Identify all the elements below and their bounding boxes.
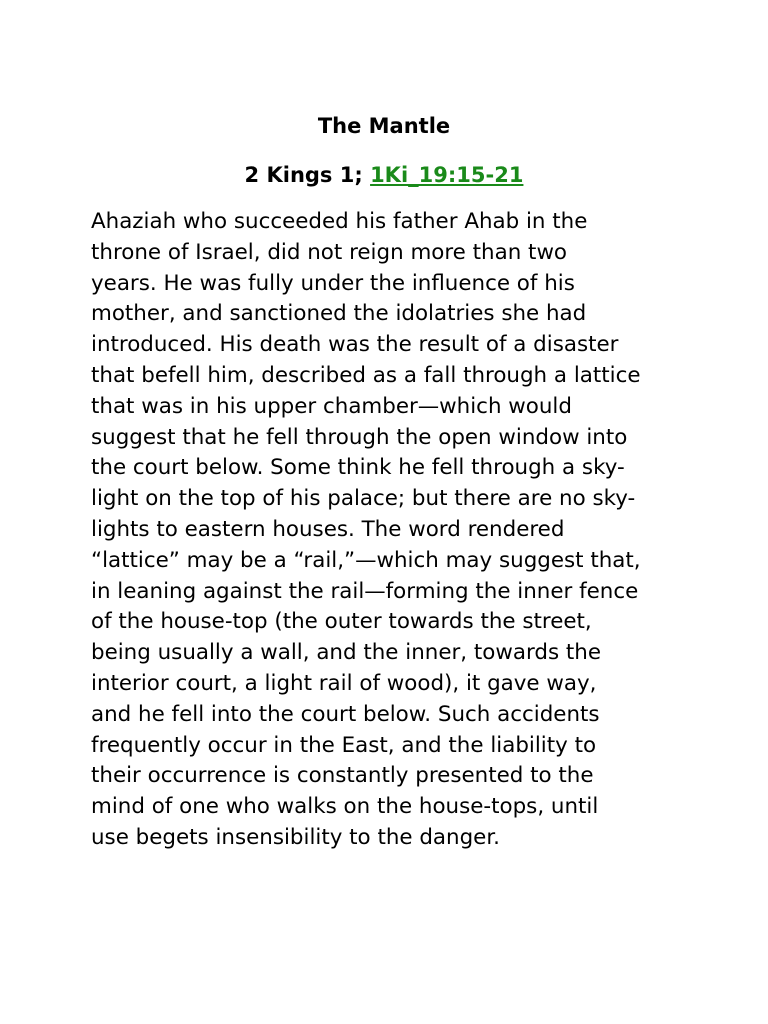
paragraph-line: their occurrence is constantly presented to the: [91, 763, 594, 789]
paragraph-line: interior court, a light rail of wood), it gave way,: [91, 670, 597, 696]
paragraph-line: and he fell into the court below. Such accidents: [91, 701, 600, 727]
paragraph-line: frequently occur in the East, and the liability to: [91, 732, 597, 758]
body-paragraph: [91, 207, 691, 854]
paragraph-line: suggest that he fell through the open window into: [91, 424, 628, 450]
paragraph-line: the court below. Some think he fell through a sky-: [91, 455, 625, 481]
paragraph-line: mind of one who walks on the house-tops, until: [91, 794, 599, 820]
paragraph-line: lights to eastern houses. The word rendered: [91, 516, 565, 542]
paragraph-line: mother, and sanctioned the idolatries she had: [91, 301, 587, 327]
paragraph-line: light on the top of his palace; but there are no sky-: [91, 486, 636, 512]
paragraph-line: that was in his upper chamber—which would: [91, 393, 572, 419]
paragraph-line: that befell him, described as a fall through a lattice: [91, 362, 641, 388]
paragraph-line: “lattice” may be a “rail,”—which may suggest that,: [91, 547, 641, 573]
scripture-link[interactable]: 1Ki_19:15-21: [370, 163, 524, 187]
paragraph-line: Ahaziah who succeeded his father Ahab in the: [91, 209, 588, 234]
paragraph-line: in leaning against the rail—forming the inner fence: [91, 578, 639, 604]
reference-prefix: 2 Kings 1;: [244, 163, 371, 187]
paragraph-line: throne of Israel, did not reign more than two: [91, 239, 568, 265]
paragraph-line: of the house-top (the outer towards the street,: [91, 609, 592, 635]
page-title: The Mantle: [317, 114, 451, 138]
paragraph-line: use begets insensibility to the danger.: [91, 824, 500, 850]
paragraph-line: introduced. His death was the result of a disaster: [91, 332, 619, 358]
scripture-reference: [0, 161, 768, 189]
paragraph-line: being usually a wall, and the inner, towards the: [91, 640, 602, 666]
paragraph-line: years. He was fully under the influence of his: [91, 270, 575, 296]
